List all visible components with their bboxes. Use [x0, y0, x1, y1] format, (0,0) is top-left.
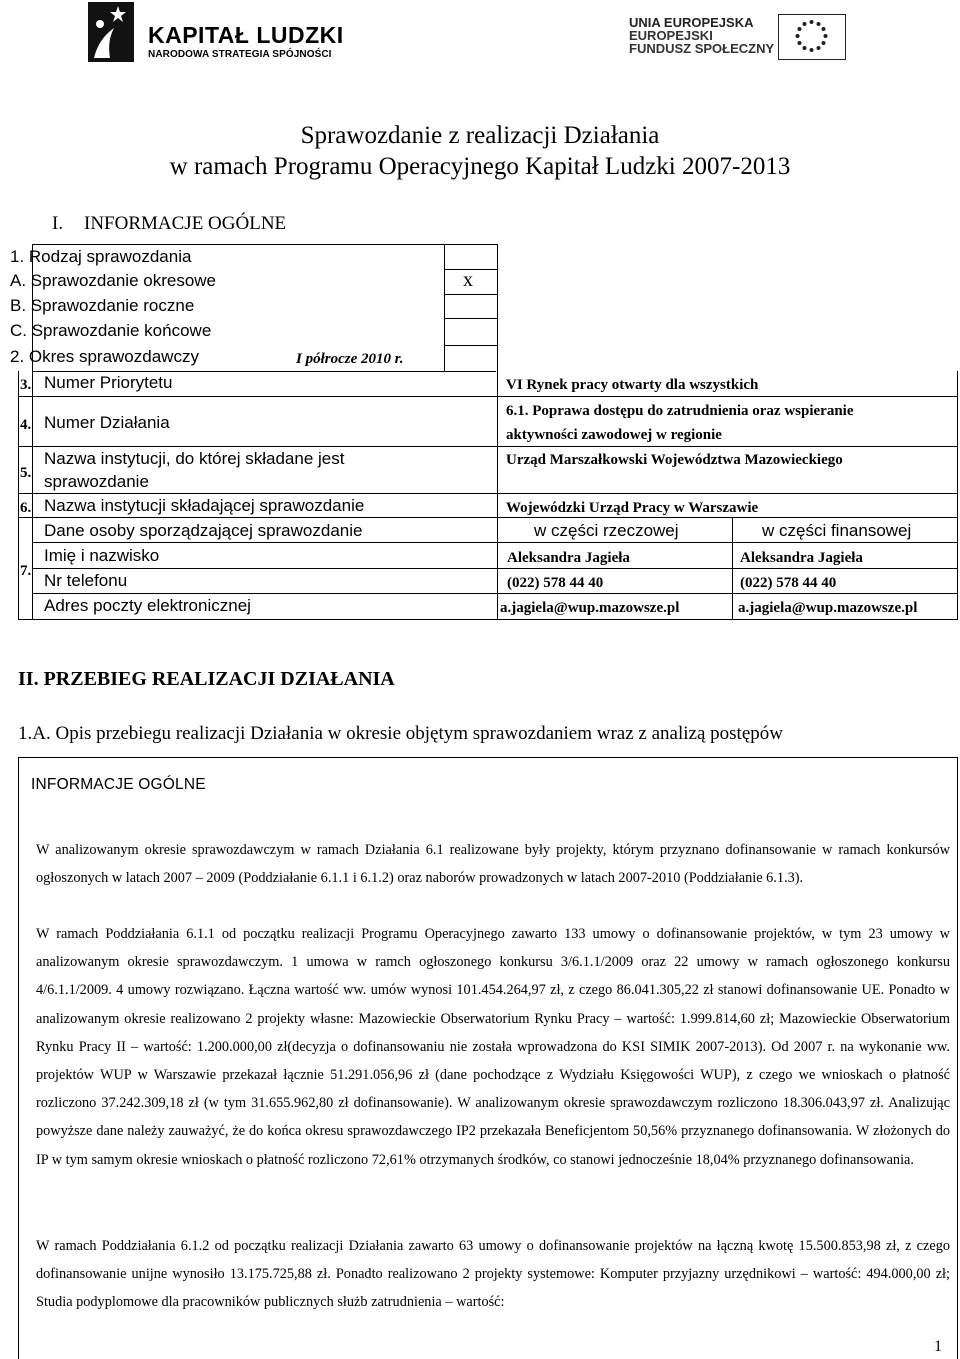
section-ii-heading: II. PRZEBIEG REALIZACJI DZIAŁANIA	[18, 668, 395, 690]
row-2-value: I półrocze 2010 r.	[296, 351, 404, 367]
paragraph-1: W analizowanym okresie sprawozdawczym w ramach Działania 6.1 realizowane były projekty, którym przyznano dofinansowanie w ramach konkursów ogłoszonych w latach 2007 – 2009 (Poddziałanie 6.1.1 i 6.1.2) oraz naborów prowadzonych w latach 2007-2010 (Poddziałanie 6.1.3).	[36, 842, 950, 887]
row-7-head: Dane osoby sporządzającej sprawozdanie	[44, 521, 363, 540]
row-a-mark: x	[463, 269, 473, 291]
eu-line-2: EUROPEJSKI	[629, 28, 713, 43]
title-line-2: w ramach Programu Operacyjnego Kapitał Ludzki 2007-2013	[169, 153, 791, 180]
row-7-number: 7.	[20, 563, 32, 579]
section-i-label: INFORMACJE OGÓLNE	[84, 213, 287, 234]
eu-logo-text	[629, 16, 774, 55]
row-2-label: 2. Okres sprawozdawczy	[10, 347, 199, 366]
row-7-name-label: Imię i nazwisko	[44, 546, 160, 565]
row-5-label-1: Nazwa instytucji, do której składane jest	[44, 449, 345, 468]
row-b-label: B. Sprawozdanie roczne	[10, 296, 195, 315]
eu-line-3: FUNDUSZ SPOŁECZNY	[629, 41, 775, 56]
eu-line-1: UNIA EUROPEJSKA	[629, 15, 754, 30]
row-6-number: 6.	[20, 500, 32, 516]
document-title	[0, 120, 960, 182]
subsection-1a-heading: 1.A. Opis przebiegu realizacji Działania w okresie objętym sprawozdaniem wraz z analizą postępów	[18, 723, 783, 744]
section-i-heading	[52, 213, 286, 235]
row-7-tel-label: Nr telefonu	[44, 571, 128, 590]
row-4-value-2: aktywności zawodowej w regionie	[506, 427, 722, 443]
row-7-tel-2: (022) 578 44 40	[740, 575, 837, 591]
kapital-ludzki-logo-mark	[88, 2, 134, 62]
row-6-value: Wojewódzki Urząd Pracy w Warszawie	[506, 500, 759, 516]
row-3-label: Numer Priorytetu	[44, 373, 173, 392]
row-4-label: Numer Działania	[44, 413, 170, 432]
row-5-value: Urząd Marszałkowski Województwa Mazowieckiego	[506, 452, 843, 468]
row-7-mail-1: a.jagiela@wup.mazowsze.pl	[500, 600, 680, 616]
page-number: 1	[934, 1338, 942, 1355]
row-5-label-2: sprawozdanie	[44, 472, 149, 491]
paragraph-2: W ramach Poddziałania 6.1.1 od początku realizacji Programu Operacyjnego zawarto 133 umowy o dofinansowanie projektów, w tym 23 umowy w analizowanym okresie sprawozdawczym. 1 umowa w ramch ogłoszonego konkursu 3/6.1.1/2009 oraz 22 umowy w ramach ogłoszonego konkursu 4/6.1.1/2009. 4 umowy rozwiązano. Łączna wartość ww. umów wynosi 101.454.264,97 zł, z czego 86.041.305,22 zł stanowi dofinansowanie UE. Ponadto w analizowanym okresie realizowano 2 projekty własne: Mazowieckie Obserwatorium Rynku Pracy – wartość: 1.999.814,60 zł; Mazowieckie Obserwatorium Rynku Pracy II – wartość: 1.200.000,00 zł(decyzja o dofinansowaniu nie została wprowadzona do KSI SIMIK 2007-2013). Od 2007 r. na wykonanie ww. projektów WUP w Warszawie przekazał łącznie 51.291.056,96 zł (dane pochodzące z Wydziału Księgowości WUP), z czego we wnioskach o płatność rozliczono 37.242.309,18 zł (w tym 31.655.962,80 zł dofinansowanie). W analizowanym okresie sprawozdawczym rozliczono 18.306.043,97 zł. Analizując powyższe dane należy zauważyć, że do końca okresu sprawozdawczego IP2 przekazała Beneficjentom 50,56% przyznanego dofinansowania. W złożonych do IP w tym samym okresie wnioskach o płatność rozliczono 72,61% otrzymanych środków, co stanowi jednocześnie 18,04% przyznanego dofinansowania.	[36, 926, 950, 1168]
row-7-mail-2: a.jagiela@wup.mazowsze.pl	[738, 600, 918, 616]
section-i-number: I.	[52, 213, 64, 234]
kapital-ludzki-title: KAPITAŁ LUDZKI	[148, 22, 344, 48]
row-3-number: 3.	[20, 377, 32, 393]
row-7-mail-label: Adres poczty elektronicznej	[44, 596, 251, 615]
row-c-label: C. Sprawozdanie końcowe	[10, 321, 212, 340]
row-7-col-finansowa: w części finansowej	[762, 521, 912, 540]
row-4-number: 4.	[20, 417, 32, 433]
row-7-tel-1: (022) 578 44 40	[507, 575, 604, 591]
row-4-value-1: 6.1. Poprawa dostępu do zatrudnienia oraz wspieranie	[506, 403, 854, 419]
row-7-col-rzeczowa: w części rzeczowej	[534, 521, 679, 540]
title-line-1: Sprawozdanie z realizacji Działania	[300, 122, 660, 149]
row-6-label: Nazwa instytucji składającej sprawozdanie	[44, 496, 365, 515]
eu-flag-icon	[778, 14, 846, 60]
kapital-ludzki-subtitle: NARODOWA STRATEGIA SPÓJNOŚCI	[148, 49, 332, 60]
row-3-value: VI Rynek pracy otwarty dla wszystkich	[506, 377, 759, 393]
paragraph-3: W ramach Poddziałania 6.1.2 od początku realizacji Działania zawarto 63 umowy o dofinansowanie projektów na łączną kwotę 15.500.853,98 zł, z czego dofinansowanie unijne wynosiło 13.175.725,88 zł. Ponadto realizowano 2 projekty systemowe: Komputer przyjazny urzędnikowi – wartość: 494.000,00 zł; Studia podyplomowe dla pracowników publicznych służb zatrudnienia – wartość:	[36, 1238, 950, 1311]
row-7-name-2: Aleksandra Jagieła	[740, 550, 863, 566]
row-7-name-1: Aleksandra Jagieła	[507, 550, 630, 566]
row-a-label: A. Sprawozdanie okresowe	[10, 271, 217, 290]
general-info-heading: INFORMACJE OGÓLNE	[31, 776, 206, 793]
row-5-number: 5.	[20, 465, 32, 481]
row-1-label: 1. Rodzaj sprawozdania	[10, 247, 192, 266]
